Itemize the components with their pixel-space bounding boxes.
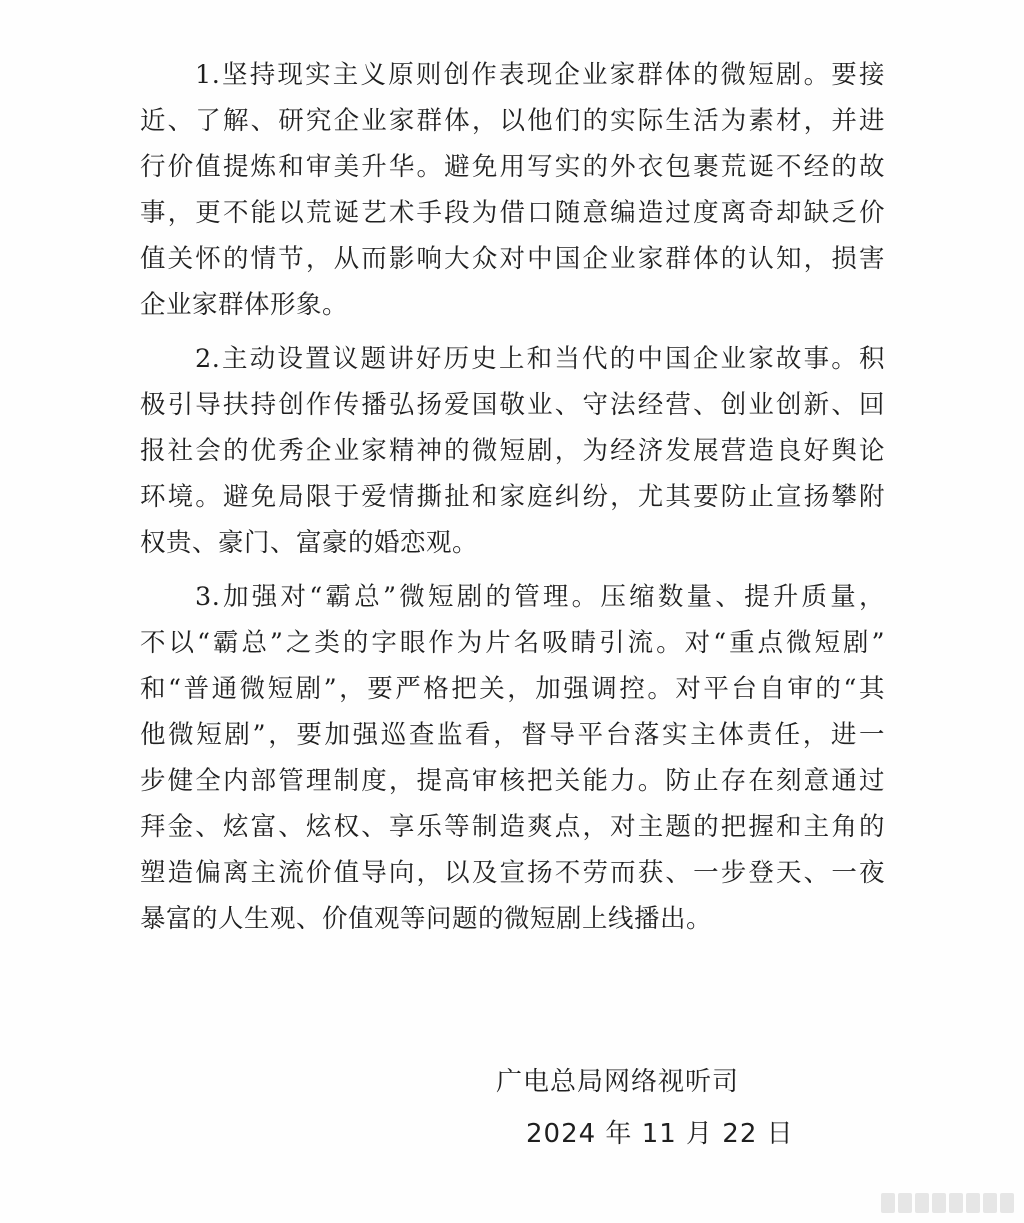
paragraph-line: 值关怀的情节，从而影响大众对中国企业家群体的认知，损害 — [140, 244, 885, 274]
paragraph-line: 和“普通微短剧”，要严格把关，加强调控。对平台自审的“其 — [140, 674, 885, 704]
paragraph-line: 拜金、炫富、炫权、享乐等制造爽点，对主题的把握和主角的 — [140, 812, 885, 842]
watermark-glyph — [1000, 1193, 1014, 1213]
paragraph-2 — [140, 336, 885, 566]
paragraph-line: 他微短剧”，要加强巡查监看，督导平台落实主体责任，进一 — [140, 720, 885, 750]
paragraph-line: 行价值提炼和审美升华。避免用写实的外衣包裹荒诞不经的故 — [140, 152, 885, 182]
paragraph-line: 不以“霸总”之类的字眼作为片名吸睛引流。对“重点微短剧” — [140, 628, 885, 658]
watermark-glyph — [949, 1193, 963, 1213]
issuing-organization: 广电总局网络视听司 — [496, 1067, 740, 1097]
paragraph-line: 企业家群体形象。 — [140, 290, 349, 320]
paragraph-line: 塑造偏离主流价值导向，以及宣扬不劳而获、一步登天、一夜 — [140, 858, 885, 888]
paragraph-3 — [140, 574, 885, 942]
paragraph-line: 极引导扶持创作传播弘扬爱国敬业、守法经营、创业创新、回 — [140, 390, 885, 420]
watermark-glyph — [898, 1193, 912, 1213]
paragraph-line: 3.加强对“霸总”微短剧的管理。压缩数量、提升质量， — [195, 582, 885, 612]
paragraph-line: 环境。避免局限于爱情撕扯和家庭纠纷，尤其要防止宣扬攀附 — [140, 482, 885, 512]
watermark-glyph — [966, 1193, 980, 1213]
watermark-glyph — [983, 1193, 997, 1213]
paragraph-line: 近、了解、研究企业家群体，以他们的实际生活为素材，并进 — [140, 106, 885, 136]
paragraph-line: 事，更不能以荒诞艺术手段为借口随意编造过度离奇却缺乏价 — [140, 198, 885, 228]
paragraph-gap — [140, 328, 885, 336]
document-body — [140, 52, 885, 942]
watermark-glyph — [932, 1193, 946, 1213]
signature-block — [480, 1062, 794, 1154]
watermark-glyph — [881, 1193, 895, 1213]
paragraph-line: 1.坚持现实主义原则创作表现企业家群体的微短剧。要接 — [195, 60, 885, 90]
paragraph-line: 暴富的人生观、价值观等问题的微短剧上线播出。 — [140, 904, 713, 934]
paragraph-line: 步健全内部管理制度，提高审核把关能力。防止存在刻意通过 — [140, 766, 885, 796]
paragraph-gap — [140, 566, 885, 574]
paragraph-1 — [140, 52, 885, 328]
issue-date: 2024 年 11 月 22 日 — [526, 1119, 794, 1149]
paragraph-line: 报社会的优秀企业家精神的微短剧，为经济发展营造良好舆论 — [140, 436, 885, 466]
paragraph-line: 权贵、豪门、富豪的婚恋观。 — [140, 528, 479, 558]
watermark-glyph — [915, 1193, 929, 1213]
paragraph-line: 2.主动设置议题讲好历史上和当代的中国企业家故事。积 — [195, 344, 885, 374]
watermark — [881, 1193, 1014, 1213]
